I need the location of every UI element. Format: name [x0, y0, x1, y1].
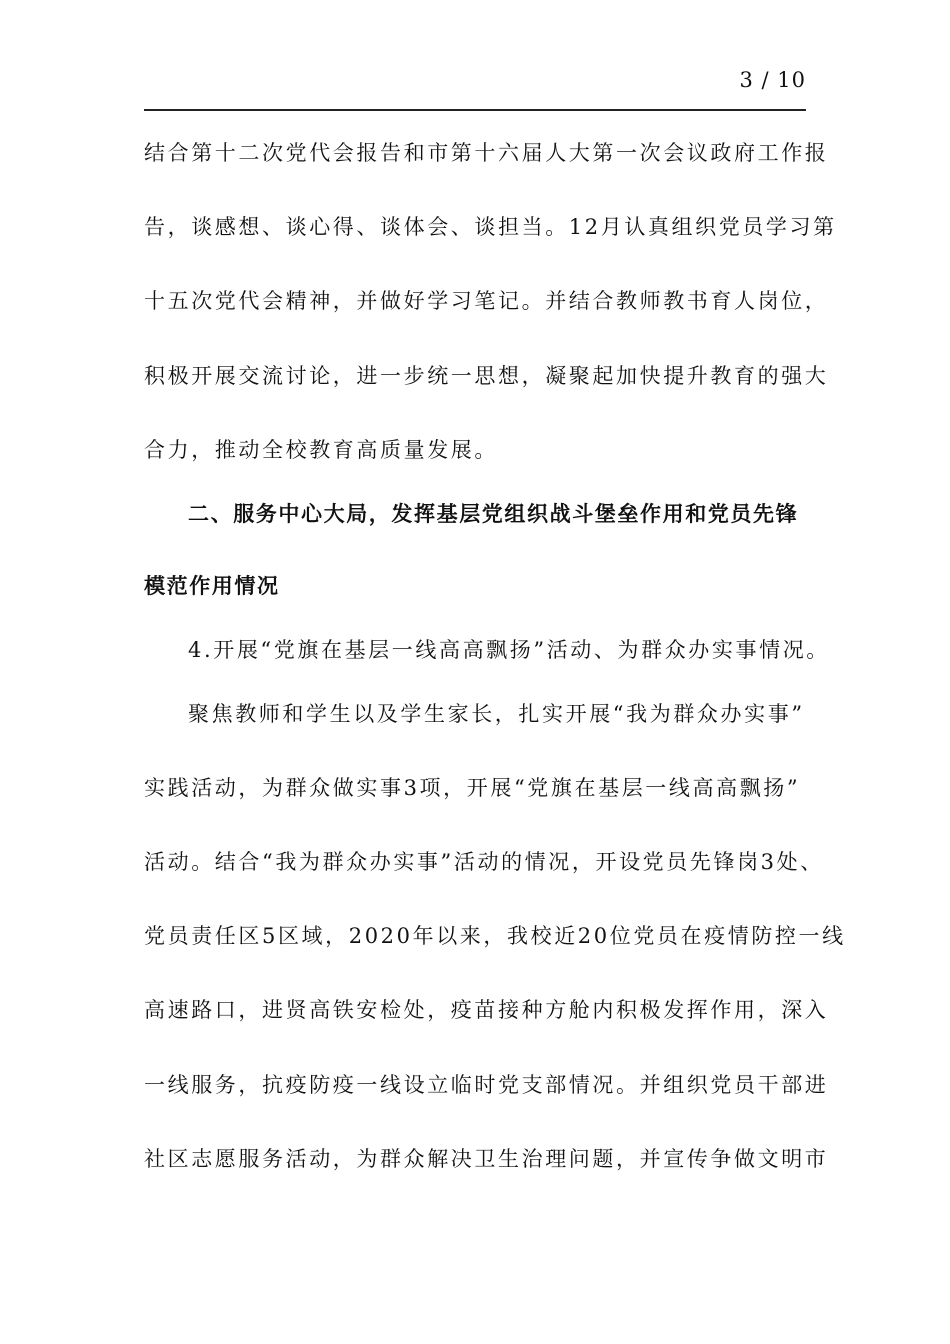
- paragraph-line-5: 高速路口，进贤高铁安检处，疫苗接种方舱内积极发挥作用，深入: [144, 998, 829, 1022]
- paragraph-line-1: 聚焦教师和学生以及学生家长，扎实开展“我为群众办实事”: [188, 702, 805, 726]
- section-heading-line-1: 二、服务中心大局，发挥基层党组织战斗堡垒作用和党员先锋: [188, 502, 799, 526]
- paragraph-line-7: 社区志愿服务活动，为群众解决卫生治理问题，并宣传争做文明市: [144, 1147, 829, 1171]
- paragraph-line-3: 活动。结合“我为群众办实事”活动的情况，开设党员先锋岗3处、: [144, 850, 824, 874]
- body-line-2: 告，谈感想、谈心得、谈体会、谈担当。12月认真组织党员学习第: [144, 215, 837, 239]
- paragraph-line-6: 一线服务，抗疫防疫一线设立临时党支部情况。并组织党员干部进: [144, 1073, 829, 1097]
- body-line-3: 十五次党代会精神，并做好学习笔记。并结合教师教书育人岗位，: [144, 289, 829, 313]
- subheading: 4.开展“党旗在基层一线高高飘扬”活动、为群众办实事情况。: [188, 638, 830, 662]
- header-divider: [144, 109, 806, 111]
- section-heading-line-2: 模范作用情况: [144, 574, 280, 598]
- body-line-1: 结合第十二次党代会报告和市第十六届人大第一次会议政府工作报: [144, 141, 829, 165]
- paragraph-line-4: 党员责任区5区域，2020年以来，我校近20位党员在疫情防控一线: [144, 924, 846, 948]
- page-number: 3 / 10: [739, 68, 806, 92]
- body-line-4: 积极开展交流讨论，进一步统一思想，凝聚起加快提升教育的强大: [144, 364, 829, 388]
- paragraph-line-2: 实践活动，为群众做实事3项，开展“党旗在基层一线高高飘扬”: [144, 776, 801, 800]
- body-line-5: 合力，推动全校教育高质量发展。: [144, 438, 498, 462]
